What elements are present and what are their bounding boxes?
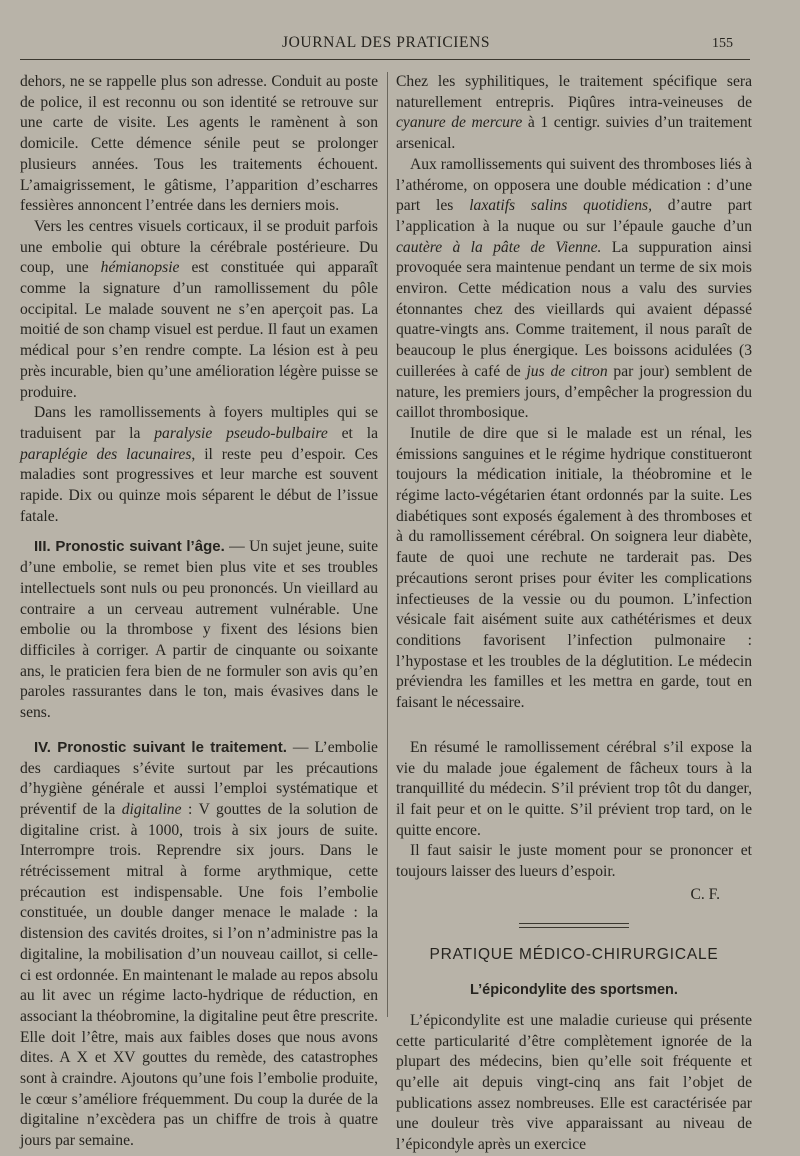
header-rule bbox=[20, 59, 750, 60]
paragraph-hemianopsia bbox=[20, 217, 378, 403]
paragraph-text: d’autre part l’application à la nuque ou sur l’épaule gauche d’un bbox=[396, 197, 752, 235]
running-head bbox=[0, 34, 800, 56]
paragraph-summary bbox=[396, 738, 752, 842]
paragraph-text: est constituée qui apparaît comme la signature d’un ramollissement du pôle occipital. Le malade souvent ne s’en aperçoit pas. La moitié de son champ visuel est perdue. Il faut un examen médical pour s’en rendre compte. La lésion est à peu près incurable, bien qu’une amélioration légère puisse se produire. bbox=[20, 259, 379, 401]
paragraph-text: : V gouttes de la solution de digitaline crist. à 1000, trois à six jours de suite. Interrompre trois. Reprendre six jours. Dans le rétrécissement mitral à forme arythmique, cette précaution est indispensable. Une fois l’embolie constituée, un double danger menace le malade : la distension des cavités droites, si l’on n’administre pas la digitaline, la mobilisation d’un nouveau caillot, si celle-ci est ordonnée. En maintenant le malade au repos absolu au lit avec un régime lacto-hydrique de réduction, en associant la théobromine, la digitaline peut être prescrite. Elle doit l’être, mais aux faibles doses que nous avons dites. A X et XV gouttes du remède, des catastrophes sont à craindre. Ajoutons qu’une fois l’embolie produite, le cœur s’améliore fréquemment. Du coup la durée de la digitaline n’excèdera pas un chiffre de trois à quatre jours par semaine. bbox=[20, 800, 379, 1150]
paragraph-multiple-foci bbox=[20, 403, 378, 527]
paragraph-text: L’épicondylite est une maladie curieuse qui présente cette particularité d’être complètement ignorée de la plupart des médecins, bien qu’elle soit fréquente et qu’elle ait depuis vingt-cinq ans fait l’objet de publications assez nombreuses. Elle est caractérisée par une douleur très vive apparaissant au niveau de l’épicondyle après un exercice bbox=[396, 1011, 752, 1154]
paragraph-text: Vers les centres visuels corticaux, il se produit parfois une embolie qui obture la cérébrale postérieure. Du coup, une bbox=[20, 217, 378, 277]
journal-title: JOURNAL DES PRATICIENS bbox=[282, 34, 491, 51]
paragraph-text: et la bbox=[327, 424, 378, 442]
italic-term: paraplégie des lacunaires bbox=[20, 445, 192, 463]
paragraph-text: , il reste peu d’espoir. Ces maladies sont progressives et leur marche est souvent rapide. Dix ou quinze mois séparent le début de l’issue fatale. bbox=[20, 445, 378, 525]
paragraph-text: Inutile de dire que si le malade est un rénal, les émissions sanguines et le régime hydrique constitueront toujours la médication initiale, la théobromine et le régime lacto-végétarien étant ordonnés par la suite. Les diabétiques sont exposés également à des thromboses et à du ramollissement cérébral. On soignera leur diabète, faute de quoi une rechute ne tarderait pas. Des précautions seront prises pour éviter les complications infectieuses de la vessie ou du poumon. L’infection vésicale fait aisément suite aux cathétérismes et deux conditions favorisent l’infection pulmonaire : l’hypostase et les troubles de la déglutition. Le médecin préviendra les familles et les mettra en garde, tout en faisant le nécessaire. bbox=[396, 424, 752, 712]
article-title: L’épicondylite des sportsmen. bbox=[470, 982, 678, 999]
section-heading: IV. Pronostic suivant le traitement. bbox=[34, 738, 287, 756]
right-column bbox=[396, 72, 752, 1156]
italic-term: cyanure de mercure bbox=[396, 114, 523, 132]
rubric-heading: PRATIQUE MÉDICO-CHIRURGICALE bbox=[429, 946, 719, 964]
author-signature: C. F. bbox=[690, 885, 720, 903]
paragraph-text: Dans les ramollissements à foyers multiples qui se traduisent par la bbox=[20, 404, 378, 442]
section-heading: III. Pronostic suivant l’âge. bbox=[34, 538, 225, 556]
paragraph-renal-diabetic bbox=[396, 424, 752, 714]
paragraph-text: Il faut saisir le juste moment pour se prononcer et toujours laisser des lueurs d’espoir. bbox=[396, 842, 752, 881]
section-prognosis-age bbox=[20, 537, 378, 723]
italic-term: jus de citron bbox=[526, 362, 608, 380]
paragraph-dementia bbox=[20, 72, 378, 217]
section-prognosis-treatment bbox=[20, 738, 378, 1152]
italic-term: laxatifs salins quotidiens, bbox=[469, 197, 652, 215]
paragraph-text: — Un sujet jeune, suite d’une embolie, se remet bien plus vite et ses troubles intellectuels sont nuls ou peu prononcés. Un vieillard au contraire a un cerveau autrement vulnérable. Une embolie ou la thrombose y fixent des lésions bien difficiles à corriger. A partir de cinquante ou soixante ans, le praticien fera bien de ne formuler son avis qu’en paroles rassurantes dans le ton, mais évasives dans le sens. bbox=[20, 538, 379, 722]
paragraph-text: dehors, ne se rappelle plus son adresse. Conduit au poste de police, il est reconnu ou son identité se retrouve sur une carte de visite. Les agents le ramènent à son domicile. Cette démence sénile peut se prolonger plusieurs années. Tous les traitements échouent. L’amaigrissement, le gâtisme, l’apparition d’escharres fessières annoncent l’entrée dans les derniers mois. bbox=[20, 73, 378, 215]
paragraph-syphilitics bbox=[396, 72, 752, 155]
page-number: 155 bbox=[712, 36, 733, 51]
italic-term: digitaline bbox=[121, 800, 182, 818]
section-separator bbox=[519, 923, 629, 931]
italic-term: paralysie pseudo-bulbaire bbox=[154, 424, 328, 442]
paragraph-text: En résumé le ramollissement cérébral s’il expose la vie du malade joue également de fâcheux tours à la tranquillité du médecin. S’il prévient trop tôt du danger, il fait peur et on le quitte. S’il prévient trop tard, on le quitte encore. bbox=[396, 738, 752, 839]
paragraph-text: Chez les syphilitiques, le traitement spécifique sera naturellement entrepris. Piqûres intra-veineuses de bbox=[396, 73, 752, 111]
italic-term: cautère à la pâte de Vienne. bbox=[396, 238, 602, 256]
paragraph-conclusion bbox=[396, 841, 752, 882]
column-divider bbox=[387, 72, 388, 1017]
paragraph-text: à 1 centigr. suivies d’un traitement arsenical. bbox=[396, 114, 752, 153]
paragraph-epicondylitis bbox=[396, 1011, 752, 1156]
left-column bbox=[20, 72, 378, 1152]
italic-term: hémianopsie bbox=[100, 259, 180, 277]
paragraph-thromboses bbox=[396, 155, 752, 424]
paragraph-text: — L’embolie des cardiaques s’évite surtout par les précautions d’hygiène générale et aussi l’emploi systématique et préventif de la bbox=[20, 738, 378, 818]
paragraph-text: Aux ramollissements qui suivent des thromboses liés à l’athérome, on opposera une double médication : d’une part les bbox=[396, 155, 752, 215]
paragraph-text: La suppuration ainsi provoquée sera maintenue pendant un terme de six mois environ. Cette médication nous a valu des survies étonnantes chez des vieillards qui avaient dépassé quatre-vingts ans. Comme traitement, il nous paraît de beaucoup le plus énergique. Les boissons acidulées (3 cuillerées à café de bbox=[396, 238, 752, 380]
paragraph-text: par jour) semblent de nature, les premiers jours, d’empêcher la progression du caillot thrombosique. bbox=[396, 362, 752, 422]
